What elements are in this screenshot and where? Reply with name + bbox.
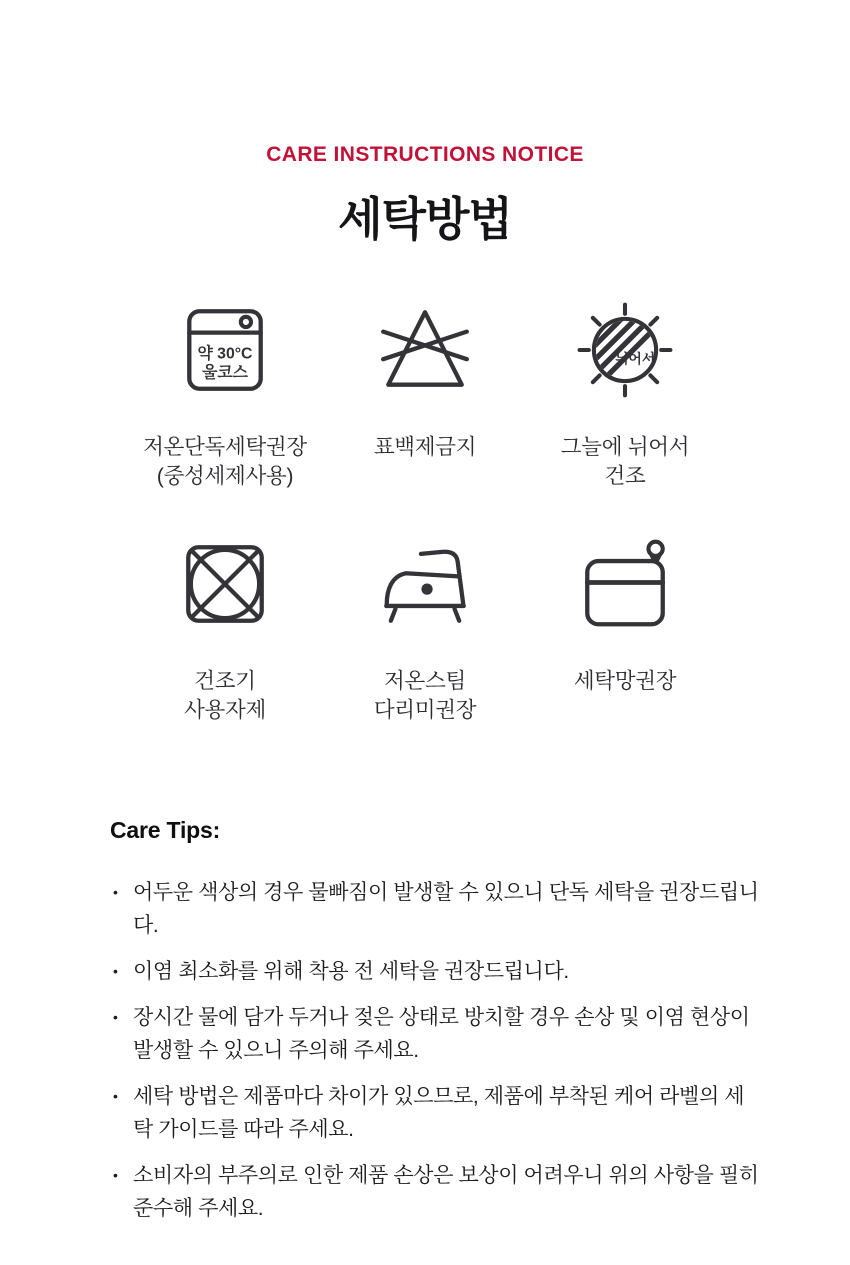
laundry-net-icon [574, 533, 676, 635]
svg-text:울코스: 울코스 [202, 364, 248, 382]
care-tip-item: • 소비자의 부주의로 인한 제품 손상은 보상이 어려우니 위의 사항을 필히 준수해 주세요. [110, 1159, 762, 1225]
care-item-iron [325, 533, 525, 725]
care-item-wash [125, 299, 325, 491]
care-item-label: 세탁망권장 [573, 669, 677, 693]
care-item-label: 저온스팀 다리미권장 [373, 669, 477, 722]
iron-icon [374, 533, 476, 635]
care-tip-item: • 세탁 방법은 제품마다 차이가 있으므로, 제품에 부착된 케어 라벨의 세탁 가이드를 따라 주세요. [110, 1080, 762, 1146]
care-item-no-bleach [325, 299, 525, 491]
care-symbol-grid [125, 299, 725, 725]
svg-text:뉘어서: 뉘어서 [615, 351, 656, 367]
do-not-tumble-dry-icon [174, 533, 276, 635]
care-tip-item: • 어두운 색상의 경우 물빠짐이 발생할 수 있으니 단독 세탁을 권장드립니다. [110, 876, 762, 942]
care-item-label: 그늘에 뉘어서 건조 [560, 435, 690, 488]
care-tips-heading: Care Tips: [110, 817, 221, 843]
care-item-laundry-net [525, 533, 725, 725]
notice-eyebrow: CARE INSTRUCTIONS NOTICE [266, 143, 584, 166]
care-item-label: 표백제금지 [373, 435, 477, 459]
care-item-label: 저온단독세탁권장 (중성세제사용) [143, 435, 307, 488]
care-item-label: 건조기 사용자제 [184, 669, 266, 722]
do-not-bleach-icon [374, 299, 476, 401]
care-tips-section [0, 817, 850, 1225]
page-title: 세탁방법 [338, 193, 512, 245]
care-tips-list [110, 876, 762, 1225]
care-tip-item: • 이염 최소화를 위해 착용 전 세탁을 권장드립니다. [110, 955, 762, 988]
dry-in-shade-icon [574, 299, 676, 401]
washing-machine-30c-icon [174, 299, 276, 401]
care-tip-item: • 장시간 물에 담가 두거나 젖은 상태로 방치할 경우 손상 및 이염 현상이 발생할 수 있으니 주의해 주세요. [110, 1001, 762, 1067]
care-item-shade-dry [525, 299, 725, 491]
svg-text:약 30°C: 약 30°C [197, 345, 253, 363]
care-item-no-tumble-dry [125, 533, 325, 725]
